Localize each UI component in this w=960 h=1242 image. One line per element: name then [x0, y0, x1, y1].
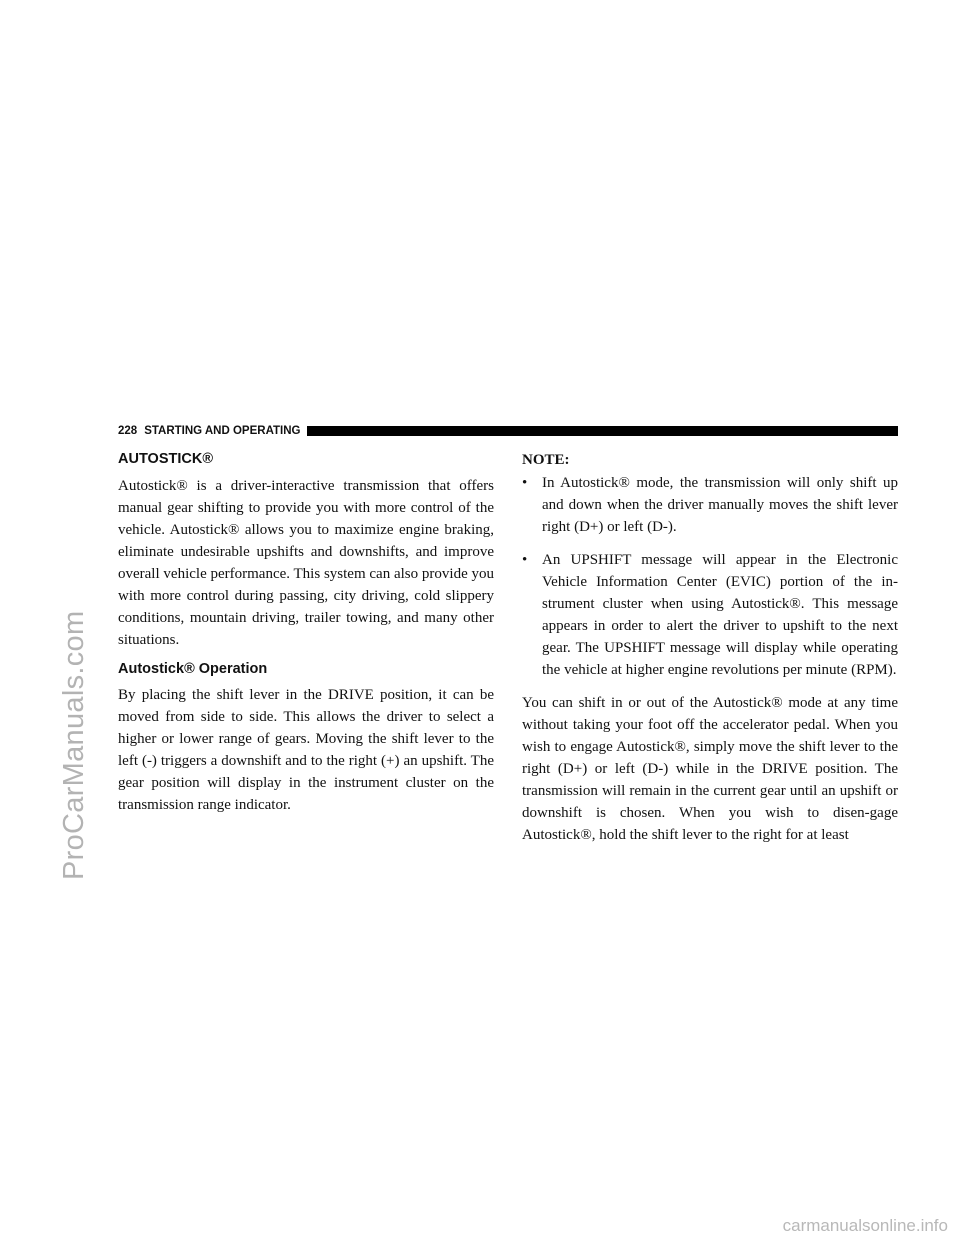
operation-paragraph: By placing the shift lever in the DRIVE position, it can be moved from side to side. This allows the driver to select a higher or lower range of gears. Moving the shift lever to the left (-) triggers a downshift and to the right (+) an upshift. The gear position will display in the instrument cluster on the transmission range indicator.	[118, 687, 494, 813]
bullet-icon: •	[522, 552, 528, 568]
side-watermark: ProCarManuals.com	[58, 610, 90, 880]
bullet-icon: •	[522, 475, 528, 491]
header-rule	[307, 426, 899, 436]
note-label: NOTE:	[522, 452, 570, 468]
list-item-text: In Autostick® mode, the transmission will only shift up and down when the driver manually moves the shift lever right (D+) or left (D-).	[542, 475, 898, 535]
list-item	[522, 549, 898, 681]
list-item-text: An UPSHIFT message will appear in the Electronic Vehicle Information Center (EVIC) portion of the in-strument cluster when using Autostick®. This message appears in order to alert the driver to upshift to the next gear. The UPSHIFT message will display while operating the vehicle at higher engine revolutions per minute (RPM).	[542, 552, 898, 678]
list-item	[522, 472, 898, 538]
section-heading: AUTOSTICK®	[118, 451, 214, 467]
engage-paragraph: You can shift in or out of the Autostick® mode at any time without taking your foot off the accelerator pedal. When you wish to engage Autostick®, simply move the shift lever to the right (D+) or left (D-) while in the DRIVE position. The transmission will remain in the current gear until an upshift or downshift is chosen. When you wish to disen-gage Autostick®, hold the shift lever to the right for at least	[522, 695, 898, 843]
right-column	[522, 449, 898, 846]
intro-paragraph: Autostick® is a driver-interactive transmission that offers manual gear shifting to provide you with more control of the vehicle. Autostick® allows you to maximize engine braking, eliminate undesirable upshifts and downshifts, and improve overall vehicle performance. This system can also provide you with more control during passing, city driving, cold slippery conditions, mountain driving, trailer towing, and many other situations.	[118, 478, 494, 648]
operation-subheading: Autostick® Operation	[118, 661, 268, 677]
bottom-watermark: carmanualsonline.info	[782, 1216, 948, 1235]
page-number: 228	[118, 425, 138, 437]
section-title: STARTING AND OPERATING	[144, 425, 301, 437]
page-header	[118, 422, 898, 440]
left-column	[118, 449, 494, 816]
note-list	[522, 472, 898, 681]
